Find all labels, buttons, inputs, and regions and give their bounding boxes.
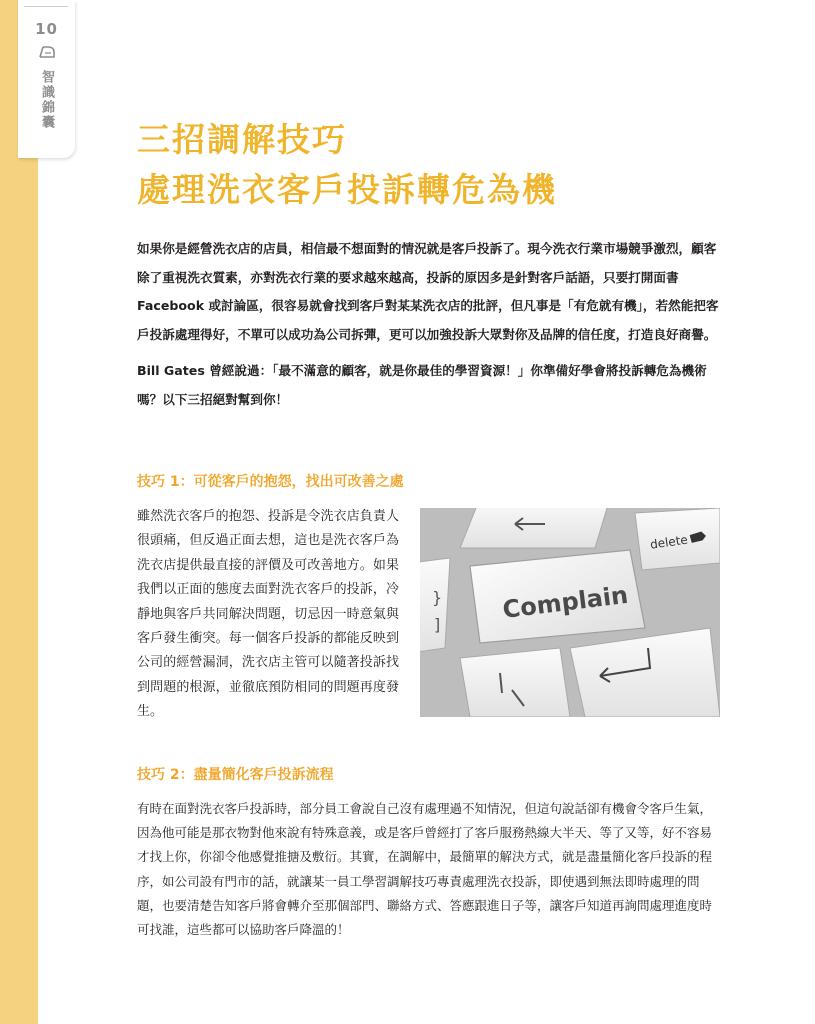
tip-1-heading: 技巧 1：可從客戶的抱怨，找出可改善之處: [137, 474, 404, 490]
page-title-line-2: 處理洗衣客戶投訴轉危為機: [137, 170, 557, 209]
intro-paragraph-2: Bill Gates 曾經說過：「最不滿意的顧客，就是你最佳的學習資源！」你準備好學會將投訴轉危為機術嗎？以下三招絕對幫到你！: [137, 363, 707, 407]
section-name: 智識錦囊: [39, 70, 54, 130]
key-slash: [460, 648, 570, 717]
key-backspace: [460, 508, 610, 548]
iron-icon: [37, 44, 57, 60]
svg-text:]: ]: [434, 615, 441, 634]
key-complain: [470, 550, 645, 643]
keyboard-illustration: [420, 508, 720, 717]
complain-key-label: Complain: [501, 580, 630, 624]
key-delete-label: delete: [649, 532, 689, 552]
key-bracket: [420, 558, 450, 653]
intro-section: [137, 235, 722, 415]
intro-paragraph-1: 如果你是經營洗衣店的店員，相信最不想面對的情況就是客戶投訴了。現今洗衣行業市場競爭激烈，顧客除了重視洗衣質素，亦對洗衣行業的要求越來越高，投訴的原因多是針對客戶話語，只要打開面書 Facebook 或討論區，很容易就會找到客戶對某某洗衣店的批評，但凡事是「有危就有機」，若然能把客戶投訴處理得好，不單可以成功為公司拆彈，更可以加強投訴大眾對你及品牌的信任度，打造良好商譽。: [137, 241, 719, 342]
page-title-line-1: 三招調解技巧: [137, 120, 347, 159]
page-tab: [18, 0, 75, 158]
keyboard-photo: [420, 508, 720, 717]
tip-1-body: 雖然洗衣客戶的抱怨、投訴是令洗衣店負責人很頭痛，但反過正面去想，這也是洗衣客戶為洗衣店提供最直接的評價及可改善地方。如果我們以正面的態度去面對洗衣客戶的投訴，冷靜地與客戶共同解決問題，切忌因一時意氣與客戶發生衝突。每一個客戶投訴的都能反映到公司的經營漏洞，洗衣店主管可以隨著投訴找到問題的根源，並徹底預防相同的問題再度發生。: [137, 509, 399, 720]
key-delete: [635, 508, 720, 570]
page-number: 10: [35, 20, 58, 38]
tip-2-heading: 技巧 2：盡量簡化客戶投訴流程: [137, 767, 334, 783]
tip-2-body: 有時在面對洗衣客戶投訴時，部分員工會說自己沒有處理過不知情況，但這句說話卻有機會令客戶生氣，因為他可能是那衣物對他來說有特殊意義，或是客戶曾經打了客戶服務熱線大半天、等了又等，好不容易才找上你，你卻令他感覺推搪及敷衍。其實，在調解中，最簡單的解決方式，就是盡量簡化客戶投訴的程序，如公司設有門市的話，就讓某一員工學習調解技巧專責處理洗衣投訴，即使遇到無法即時處理的問題，也要清楚告知客戶將會轉介至那個部門、聯絡方式、答應跟進日子等，讓客戶知道再詢問處理進度時可找誰，這些都可以協助客戶降溫的！: [137, 801, 713, 938]
tab-rule: [24, 6, 68, 7]
svg-text:}: }: [432, 588, 443, 607]
